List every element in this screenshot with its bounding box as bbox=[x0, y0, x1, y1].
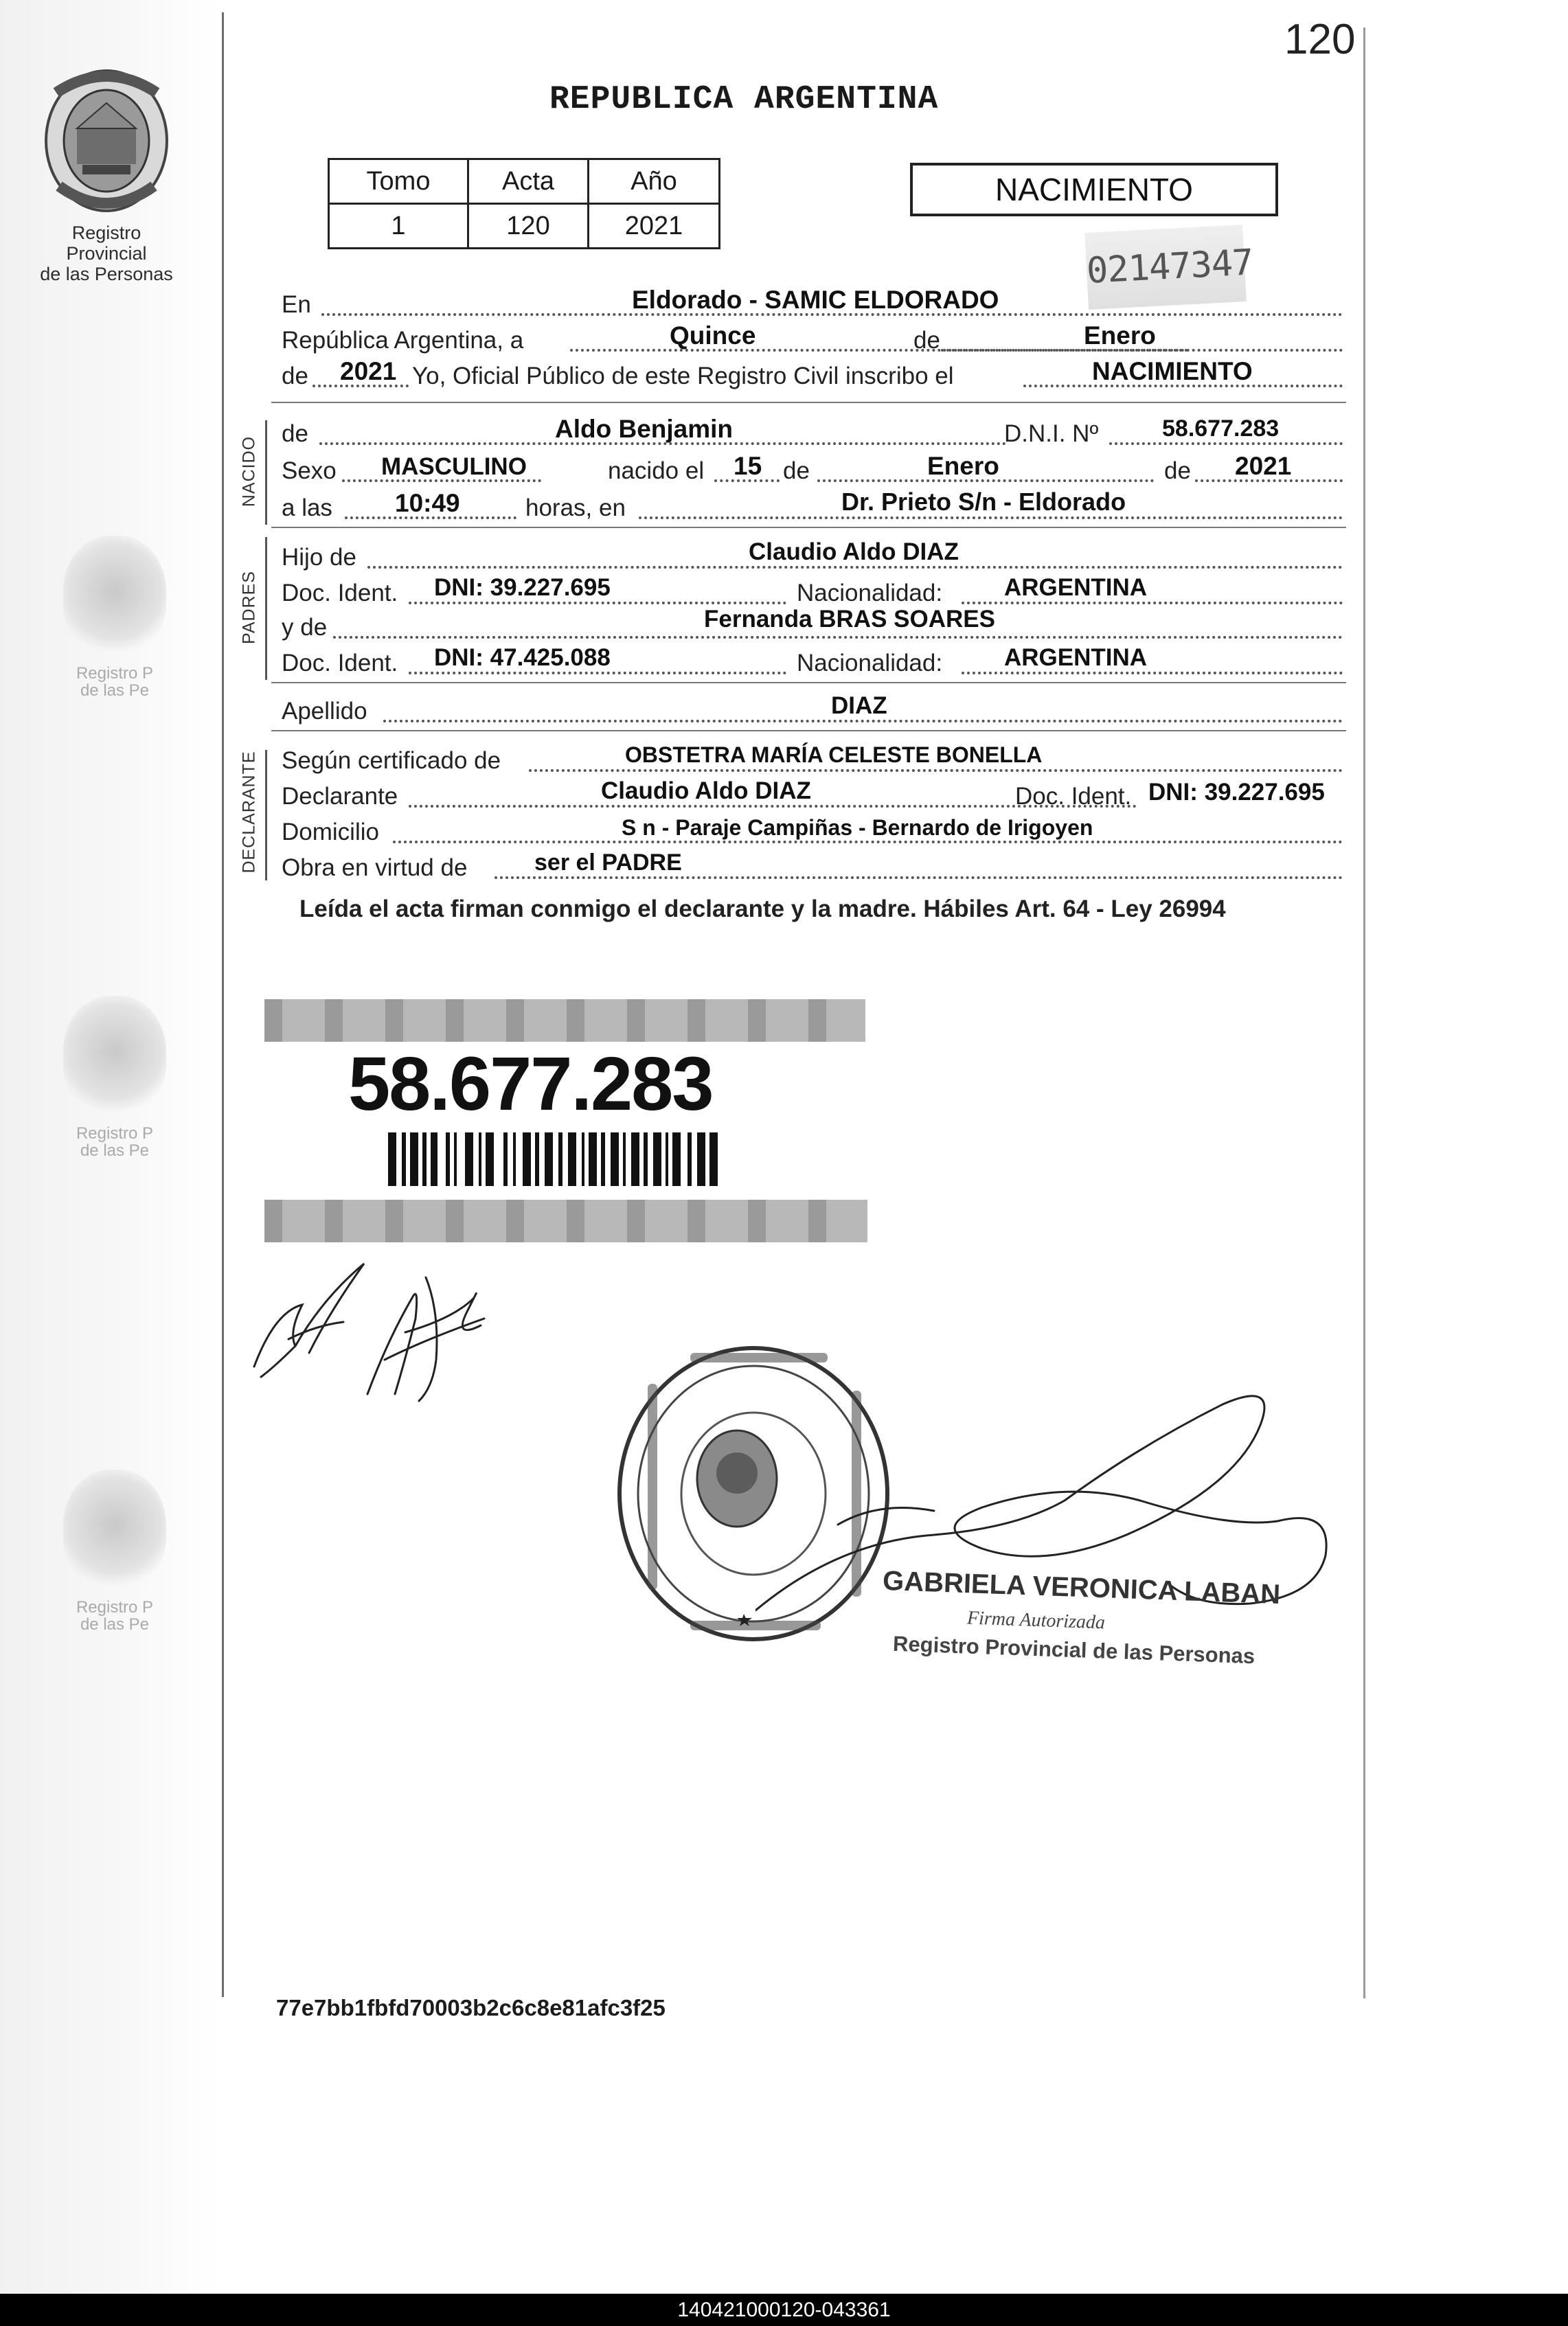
value-ano: 2021 bbox=[589, 204, 720, 249]
dni-barcode-sticker bbox=[264, 999, 867, 1244]
record-type-box: NACIMIENTO bbox=[910, 163, 1278, 216]
newborn-sex: MASCULINO bbox=[381, 453, 527, 480]
header-tomo: Tomo bbox=[329, 159, 468, 204]
mother-name: Fernanda BRAS SOARES bbox=[704, 606, 995, 632]
misiones-seal-icon bbox=[41, 65, 172, 216]
right-margin-rule bbox=[1363, 27, 1365, 1998]
father-name: Claudio Aldo DIAZ bbox=[749, 538, 959, 565]
mother-nationality: ARGENTINA bbox=[1004, 644, 1148, 671]
table-header-row bbox=[329, 159, 720, 204]
left-margin-strip bbox=[0, 0, 220, 2326]
margin-rule bbox=[222, 12, 224, 1997]
birth-time: 10:49 bbox=[395, 489, 460, 517]
intro-place-line bbox=[282, 287, 1343, 323]
registration-place: Eldorado - SAMIC ELDORADO bbox=[632, 286, 999, 314]
de-label: de bbox=[1164, 457, 1191, 484]
sticker-band-bottom bbox=[264, 1200, 867, 1242]
capacity-line bbox=[282, 850, 1343, 886]
section-divider bbox=[271, 527, 1346, 528]
declarant-label: Declarante bbox=[282, 783, 398, 810]
document-heading: REPUBLICA ARGENTINA bbox=[549, 81, 939, 118]
sticker-band-top bbox=[264, 999, 865, 1042]
barcode-icon bbox=[388, 1132, 718, 1186]
intro-official-line bbox=[282, 358, 1343, 394]
header-ano: Año bbox=[589, 159, 720, 204]
registration-year: 2021 bbox=[340, 357, 397, 385]
section-divider bbox=[271, 730, 1346, 731]
time-label: a las bbox=[282, 494, 332, 521]
section-divider bbox=[271, 402, 1346, 403]
registration-type: NACIMIENTO bbox=[1092, 357, 1253, 385]
registration-day: Quince bbox=[670, 321, 756, 350]
official-text: Yo, Oficial Público de este Registro Civil inscribo el bbox=[412, 363, 954, 389]
watermark-line2: de las Pe bbox=[80, 681, 150, 700]
nacido-section-bar bbox=[265, 420, 267, 525]
value-tomo: 1 bbox=[329, 204, 468, 249]
watermark-line1: Registro P bbox=[76, 664, 154, 683]
son-of-label: Hijo de bbox=[282, 544, 356, 571]
declarant-line bbox=[282, 779, 1343, 814]
nacido-section-label: NACIDO bbox=[239, 435, 259, 508]
birth-year: 2021 bbox=[1235, 452, 1292, 480]
record-reference-table bbox=[328, 158, 720, 249]
surname-line bbox=[282, 694, 1343, 729]
emblem-caption-line2: de las Personas bbox=[40, 264, 173, 285]
serial-number-stamp: 02147347 bbox=[1084, 225, 1247, 310]
mother-doc-line bbox=[282, 646, 1343, 681]
header-acta: Acta bbox=[468, 159, 589, 204]
address-label: Domicilio bbox=[282, 819, 379, 845]
certificate-by: OBSTETRA MARÍA CELESTE BONELLA bbox=[625, 742, 1043, 767]
newborn-time-place-line bbox=[282, 490, 1343, 526]
father-name-line bbox=[282, 540, 1343, 575]
authority-role: Firma Autorizada bbox=[966, 1607, 1106, 1634]
margin-watermark bbox=[49, 996, 180, 1159]
page-number: 120 bbox=[1284, 16, 1356, 63]
footer-code: 140421000120-043361 bbox=[0, 2294, 1568, 2326]
and-label: y de bbox=[282, 614, 328, 641]
emblem-caption-line1: Registro Provincial bbox=[66, 223, 147, 264]
hours-label: horas, en bbox=[525, 494, 626, 521]
birth-month: Enero bbox=[927, 452, 999, 480]
table-value-row bbox=[329, 204, 720, 249]
closing-statement: Leída el acta firman conmigo el declarante y la madre. Hábiles Art. 64 - Ley 26994 bbox=[299, 896, 1226, 922]
newborn-name-line bbox=[282, 416, 1343, 452]
birth-day: 15 bbox=[734, 452, 762, 480]
dni-label: D.N.I. Nº bbox=[1004, 420, 1099, 447]
doc-label: Doc. Ident. bbox=[1015, 783, 1132, 810]
watermark-line2: de las Pe bbox=[80, 1141, 150, 1161]
document-hash: 77e7bb1fbfd70003b2c6c8e81afc3f25 bbox=[276, 1995, 666, 2020]
margin-watermark bbox=[49, 536, 180, 699]
capacity-label: Obra en virtud de bbox=[282, 854, 468, 881]
father-nationality: ARGENTINA bbox=[1004, 574, 1148, 601]
authority-name: GABRIELA VERONICA LABAN bbox=[882, 1565, 1281, 1610]
registration-month: Enero bbox=[1084, 321, 1156, 350]
intro-date-line bbox=[282, 323, 1343, 358]
sticker-dni-number: 58.677.283 bbox=[348, 1042, 713, 1126]
declarant-address: S n - Paraje Campiñas - Bernardo de Irigoyen bbox=[622, 815, 1093, 840]
address-line bbox=[282, 814, 1343, 850]
nationality-label: Nacionalidad: bbox=[797, 650, 943, 676]
newborn-dni: 58.677.283 bbox=[1162, 415, 1280, 442]
province-emblem bbox=[38, 65, 175, 285]
mother-name-line bbox=[282, 606, 1343, 646]
declarant-signatures bbox=[247, 1257, 549, 1415]
certificate-label: Según certificado de bbox=[282, 747, 501, 774]
section-divider bbox=[271, 682, 1346, 683]
father-doc: DNI: 39.227.695 bbox=[434, 574, 611, 601]
de-label: de bbox=[282, 420, 308, 447]
watermark-line1: Registro P bbox=[76, 1598, 154, 1617]
newborn-sex-date-line bbox=[282, 453, 1343, 489]
declarant-doc: DNI: 39.227.695 bbox=[1148, 779, 1325, 806]
mother-doc: DNI: 47.425.088 bbox=[434, 644, 611, 671]
margin-watermark bbox=[49, 1470, 180, 1633]
birth-place: Dr. Prieto S/n - Eldorado bbox=[841, 488, 1126, 516]
de-label: de bbox=[913, 327, 940, 354]
year-prefix-label: de bbox=[282, 363, 308, 389]
doc-label: Doc. Ident. bbox=[282, 650, 398, 676]
declarante-section-label: DECLARANTE bbox=[239, 751, 259, 874]
watermark-line1: Registro P bbox=[76, 1124, 154, 1143]
de-label: de bbox=[783, 457, 810, 484]
padres-section-bar bbox=[265, 537, 267, 680]
declarante-section-bar bbox=[265, 750, 267, 880]
value-acta: 120 bbox=[468, 204, 589, 249]
born-label: nacido el bbox=[608, 457, 705, 484]
doc-label: Doc. Ident. bbox=[282, 580, 398, 606]
newborn-name: Aldo Benjamin bbox=[555, 415, 734, 443]
surname-label: Apellido bbox=[282, 698, 367, 725]
certificate-line bbox=[282, 743, 1343, 779]
declarant-name: Claudio Aldo DIAZ bbox=[601, 777, 811, 804]
authority-registry: Registro Provincial de las Personas bbox=[892, 1631, 1255, 1669]
watermark-line2: de las Pe bbox=[80, 1615, 150, 1634]
nationality-label: Nacionalidad: bbox=[797, 580, 943, 606]
padres-section-label: PADRES bbox=[239, 571, 259, 644]
republic-label: República Argentina, a bbox=[282, 327, 524, 354]
surname: DIAZ bbox=[831, 692, 887, 719]
sex-label: Sexo bbox=[282, 457, 337, 484]
en-label: En bbox=[282, 291, 311, 318]
declarant-capacity: ser el PADRE bbox=[534, 850, 682, 876]
